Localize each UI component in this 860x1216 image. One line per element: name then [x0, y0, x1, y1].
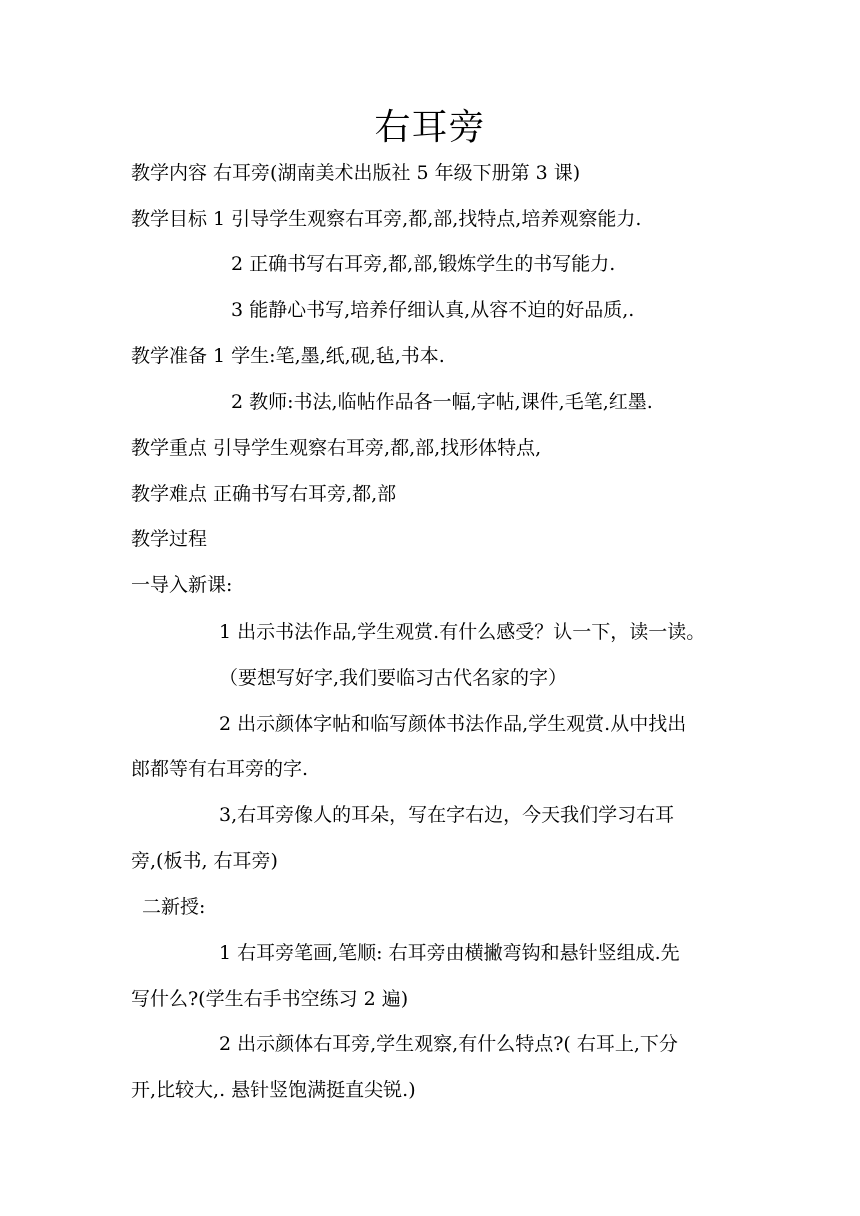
line-teaching-process: 教学过程 [131, 528, 208, 550]
paragraph-line: 1 出示书法作品,学生观赏.有什么感受？认一下，读一读。 [219, 621, 706, 643]
line-teaching-goal-2: 2 正确书写右耳旁,都,部,锻炼学生的书写能力. [231, 253, 616, 275]
line-teaching-goal-3: 3 能静心书写,培养仔细认真,从容不迫的好品质,. [231, 299, 635, 321]
paragraph-line: 1 右耳旁笔画,笔顺: 右耳旁由横撇弯钩和悬针竖组成.先 [219, 942, 680, 964]
paragraph-line: 2 出示颜体字帖和临写颜体书法作品,学生观赏.从中找出 [219, 713, 687, 735]
line-teaching-prep-2: 2 教师:书法,临帖作品各一幅,字帖,课件,毛笔,红墨. [231, 391, 653, 413]
paragraph-line: 旁,(板书, 右耳旁) [131, 850, 278, 872]
paragraph-line: 2 出示颜体右耳旁,学生观察,有什么特点?( 右耳上,下分 [219, 1033, 678, 1055]
section-heading-new-lesson: 二新授: [142, 896, 206, 918]
paragraph-line: 郎都等有右耳旁的字. [131, 758, 309, 780]
line-teaching-focus: 教学重点 引导学生观察右耳旁,都,部,找形体特点, [131, 437, 542, 459]
paragraph-line: 写什么?(学生右手书空练习 2 遍) [131, 988, 409, 1010]
section-heading-intro: 一导入新课: [131, 574, 233, 596]
paragraph-line: （要想写好字,我们要临习古代名家的字） [219, 667, 568, 689]
line-teaching-content: 教学内容 右耳旁(湖南美术出版社 5 年级下册第 3 课) [131, 162, 581, 184]
document-title: 右耳旁 [374, 107, 486, 148]
paragraph-line: 开,比较大,. 悬针竖饱满挺直尖锐.) [131, 1079, 416, 1101]
paragraph-line: 3,右耳旁像人的耳朵，写在字右边，今天我们学习右耳 [219, 804, 675, 826]
line-teaching-difficulty: 教学难点 正确书写右耳旁,都,部 [131, 483, 397, 505]
line-teaching-prep-1: 教学准备 1 学生:笔,墨,纸,砚,毡,书本. [131, 345, 445, 367]
line-teaching-goal-1: 教学目标 1 引导学生观察右耳旁,都,部,找特点,培养观察能力. [131, 208, 642, 230]
